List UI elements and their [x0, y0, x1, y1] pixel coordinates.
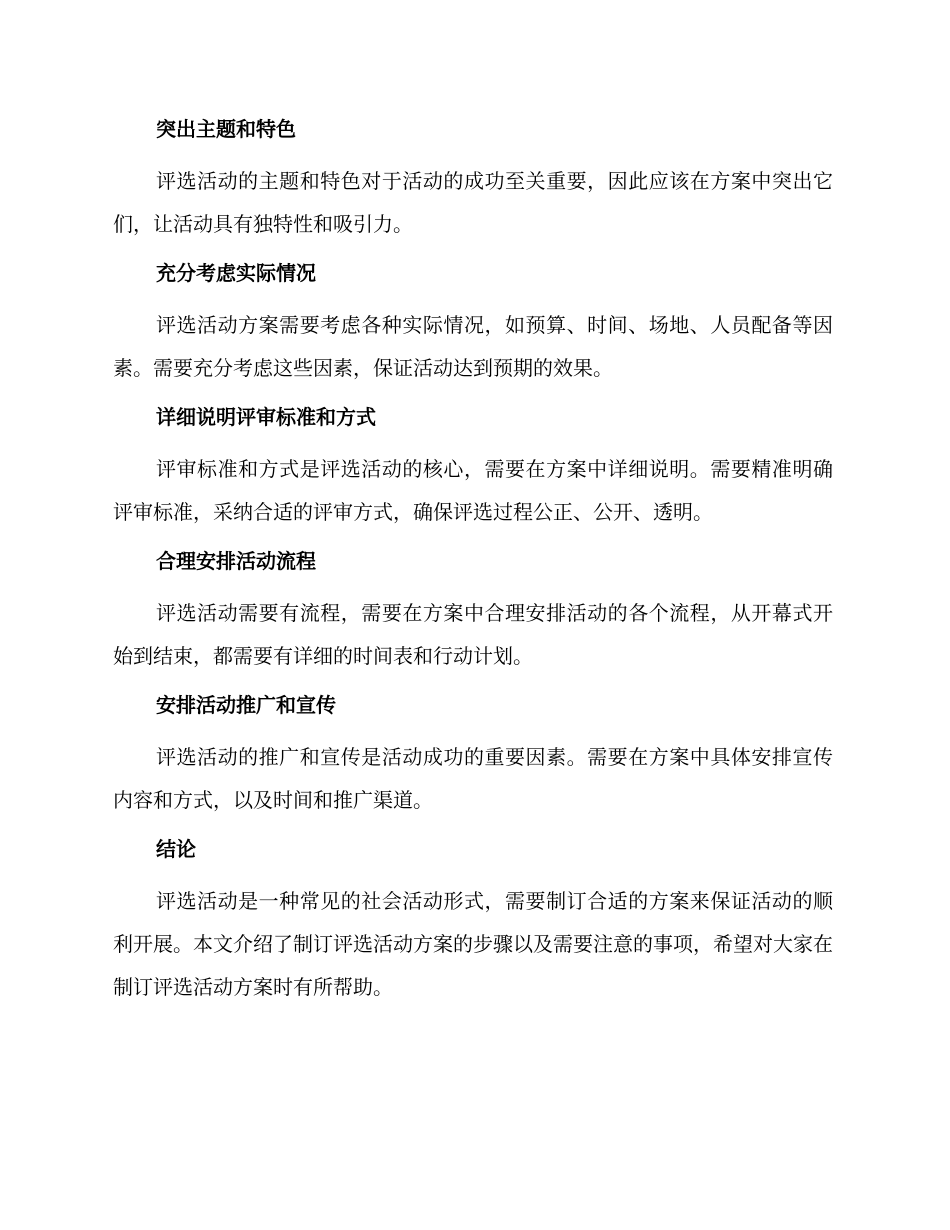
section-heading: 合理安排活动流程 [156, 549, 316, 573]
section-heading: 结论 [156, 837, 196, 861]
section-consider-reality [113, 256, 833, 390]
section-heading: 突出主题和特色 [156, 117, 296, 141]
section-paragraph: 评选活动需要有流程，需要在方案中合理安排活动的各个流程，从开幕式开始到结束，都需要有详细的时间表和行动计划。 [113, 601, 833, 668]
section-heading: 详细说明评审标准和方式 [156, 405, 376, 429]
section-activity-flow [113, 544, 833, 678]
section-paragraph: 评审标准和方式是评选活动的核心，需要在方案中详细说明。需要精准明确评审标准，采纳合适的评审方式，确保评选过程公正、公开、透明。 [113, 457, 833, 524]
section-paragraph: 评选活动的推广和宣传是活动成功的重要因素。需要在方案中具体安排宣传内容和方式，以及时间和推广渠道。 [113, 745, 833, 812]
section-promotion [113, 688, 833, 822]
section-paragraph: 评选活动是一种常见的社会活动形式，需要制订合适的方案来保证活动的顺利开展。本文介绍了制订评选活动方案的步骤以及需要注意的事项，希望对大家在制订评选活动方案时有所帮助。 [113, 889, 833, 999]
section-highlight-theme [113, 112, 833, 246]
document-page [113, 112, 833, 1019]
section-paragraph: 评选活动方案需要考虑各种实际情况，如预算、时间、场地、人员配备等因素。需要充分考虑这些因素，保证活动达到预期的效果。 [113, 313, 833, 380]
section-heading: 安排活动推广和宣传 [156, 693, 336, 717]
section-heading: 充分考虑实际情况 [156, 261, 316, 285]
section-conclusion [113, 832, 833, 1009]
section-review-criteria [113, 400, 833, 534]
section-paragraph: 评选活动的主题和特色对于活动的成功至关重要，因此应该在方案中突出它们，让活动具有独特性和吸引力。 [113, 169, 833, 236]
